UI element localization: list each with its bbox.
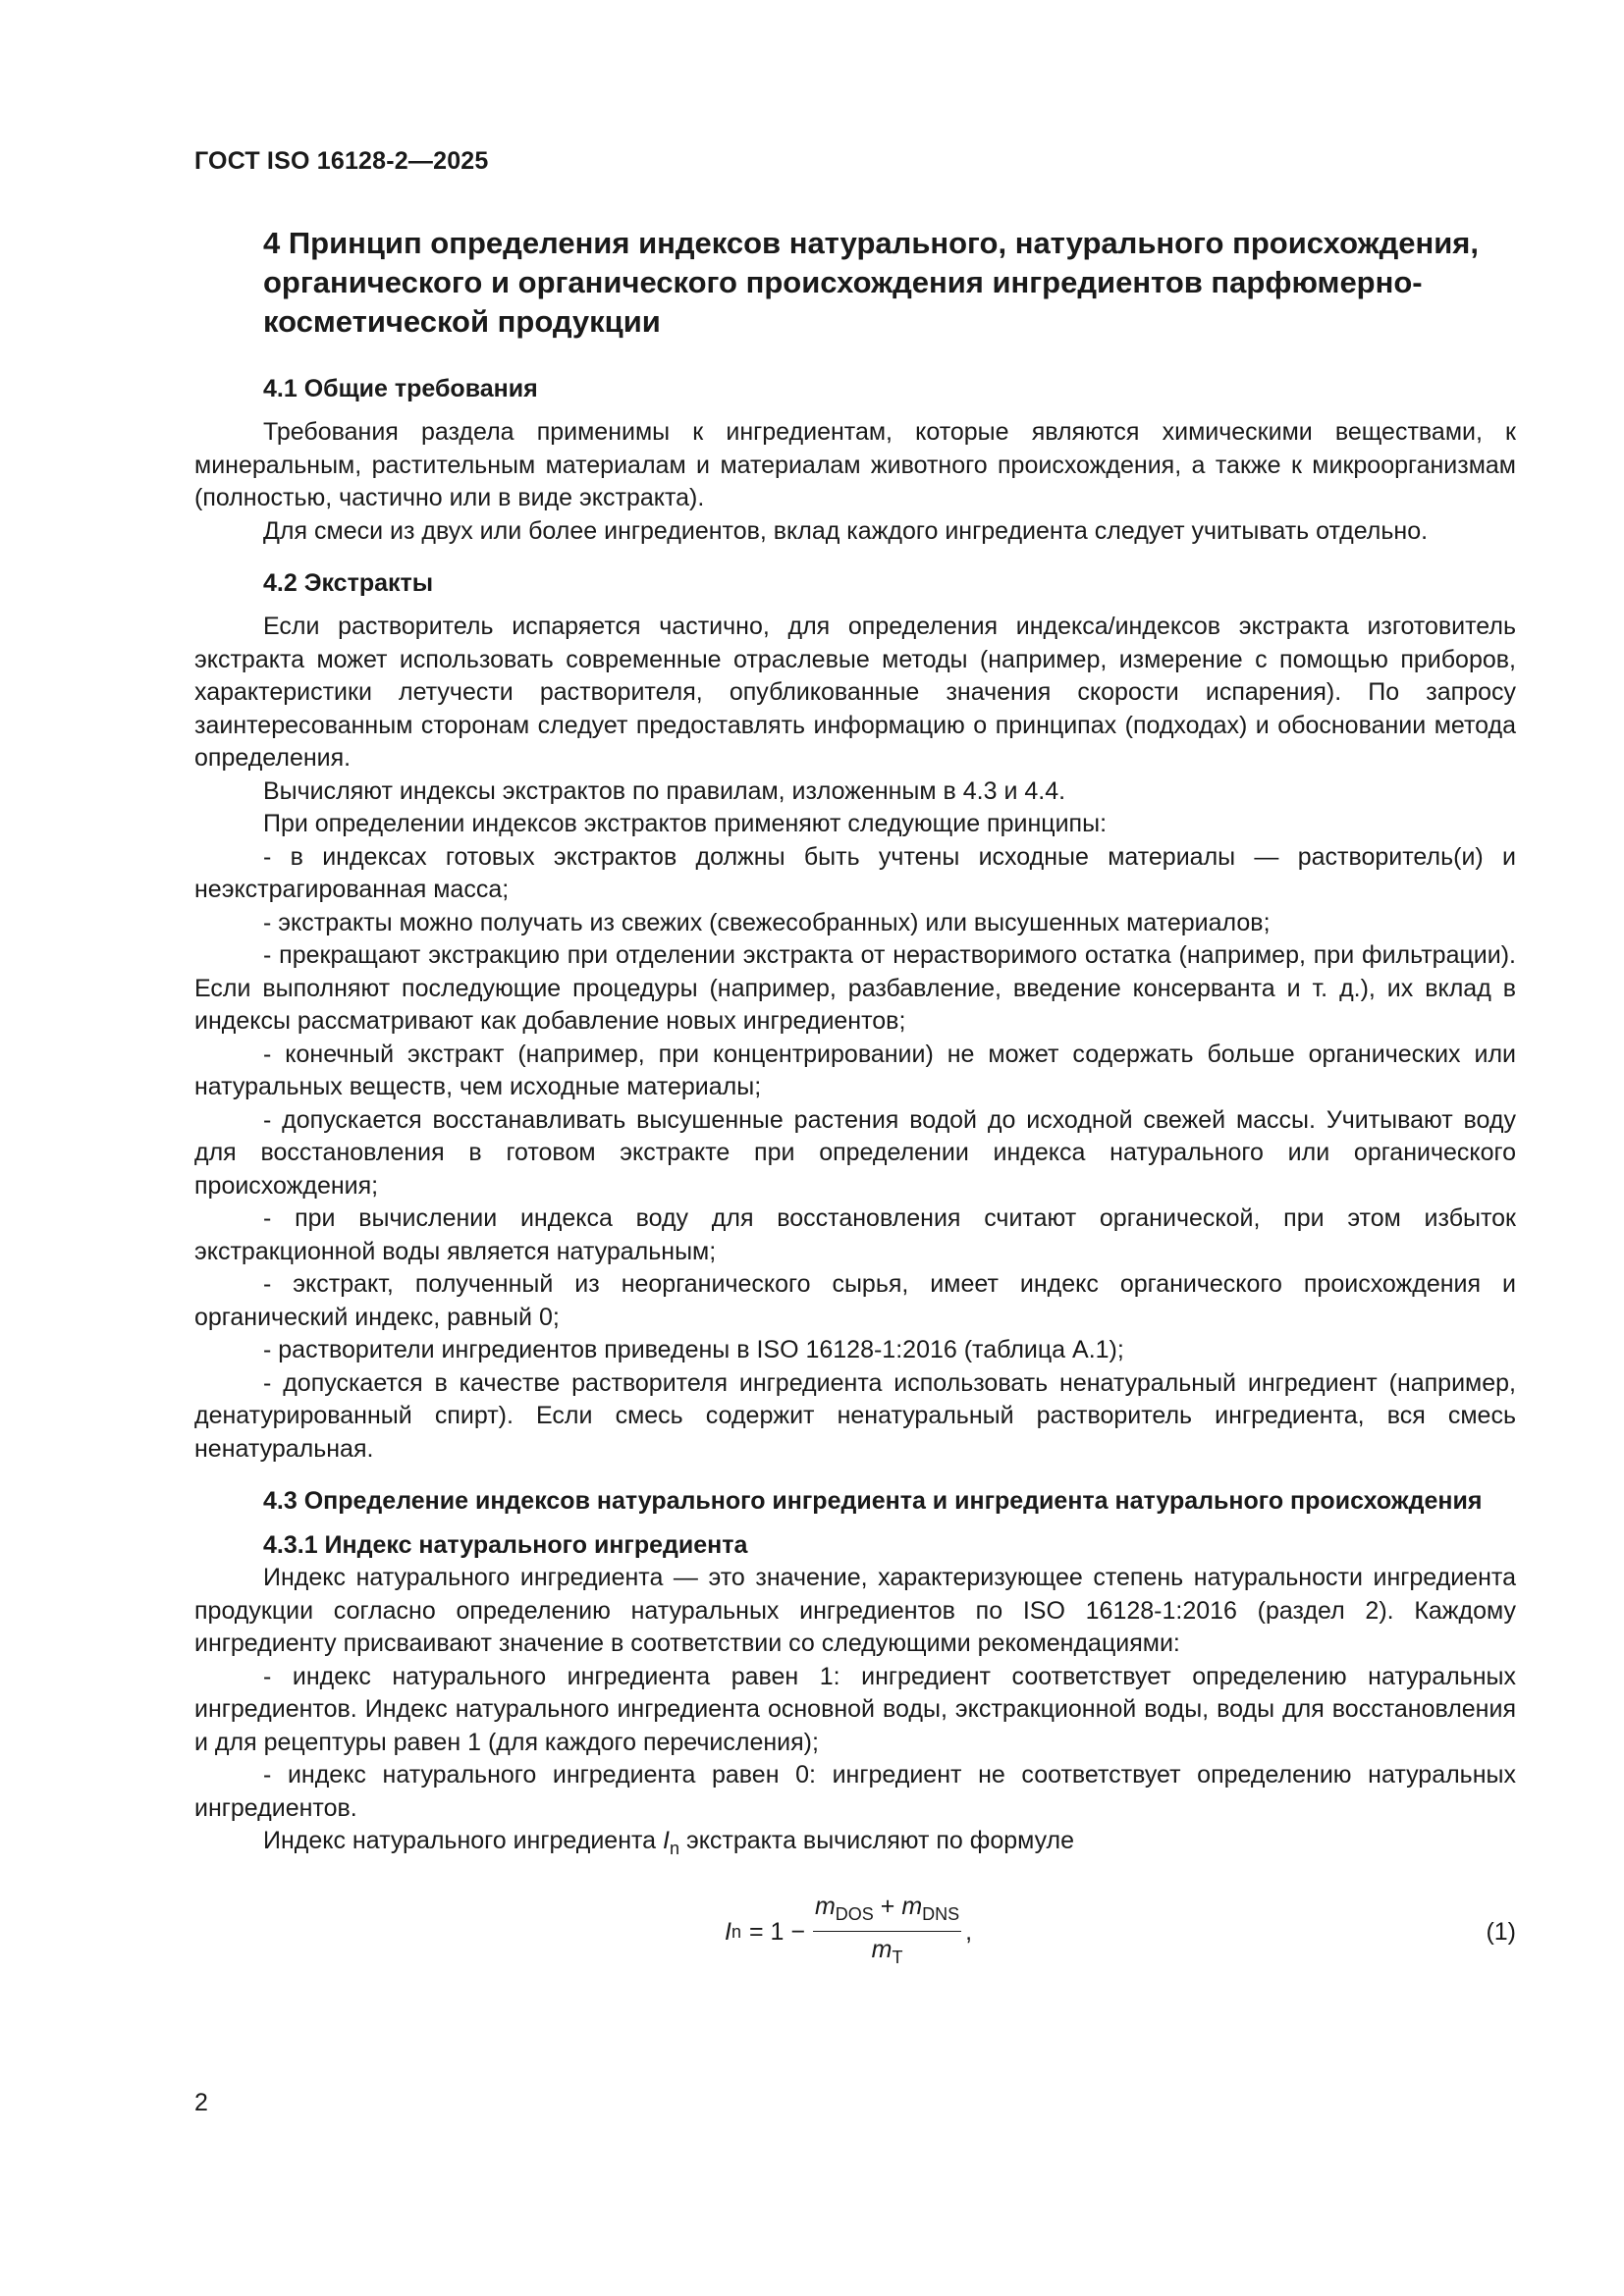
formula-intro-symbol: I <box>663 1827 670 1854</box>
paragraph: Если растворитель испаряется частично, для определения индекса/индексов экстракта изготовитель экстракта может использовать современные отраслевые методы (например, измерение с помощью приборов, характеристики летучести растворителя, опубликованные значения скорости испарения). По запросу заинтересованным сторонам следует предоставлять информацию о принципах (подходах) и обосновании метода определения. <box>194 613 1516 772</box>
formula-intro-subscript: n <box>669 1839 679 1858</box>
list-item: - экстракты можно получать из свежих (свежесобранных) или высушенных материалов; <box>263 908 1271 936</box>
section-4-title: 4 Принцип определения индексов натурального, натурального происхождения, органического и органического происхождения ингредиентов парфюмерно-косметической продукции <box>263 226 1479 339</box>
formula-num-sub1: DOS <box>835 1904 874 1924</box>
formula-denominator <box>872 1932 903 1973</box>
formula-num-sub2: DNS <box>922 1904 960 1924</box>
list-item: - экстракт, полученный из неорганического сырья, имеет индекс органического происхождения и органический индекс, равный 0; <box>194 1270 1516 1331</box>
paragraph: Вычисляют индексы экстрактов по правилам, изложенным в 4.3 и 4.4. <box>263 776 1066 805</box>
list-item: - конечный экстракт (например, при концентрировании) не может содержать больше органических или натуральных веществ, чем исходные материалы; <box>194 1040 1516 1100</box>
list-item: - индекс натурального ингредиента равен 0: ингредиент не соответствует определению натуральных ингредиентов. <box>194 1761 1516 1822</box>
formula-plus: + <box>880 1893 895 1920</box>
list-item: - допускается восстанавливать высушенные растения водой до исходной свежей массы. Учитывают воду для восстановления в готовом экстракте при определении индекса натурального или органического происхождения; <box>194 1105 1516 1200</box>
list-item: - индекс натурального ингредиента равен 1: ингредиент соответствует определению натуральных ингредиентов. Индекс натурального ингредиента основной воды, экстракционной воды, воды для восстановления и для рецептуры равен 1 (для каждого перечисления); <box>194 1662 1516 1756</box>
page-number: 2 <box>194 2089 208 2116</box>
section-4-3-title: 4.3 Определение индексов натурального ингредиента и ингредиента натурального происхождения <box>263 1487 1483 1515</box>
formula-comma: , <box>965 1917 973 1946</box>
paragraph: При определении индексов экстрактов применяют следующие принципы: <box>263 810 1108 837</box>
formula-equals-one-minus: = 1 − <box>748 1917 805 1946</box>
page-content <box>194 224 1516 1980</box>
formula-1 <box>194 1886 1516 1980</box>
list-item: - в индексах готовых экстрактов должны быть учтены исходные материалы — растворитель(и) и неэкстрагированная масса; <box>194 842 1516 903</box>
section-4-2-title: 4.2 Экстракты <box>263 569 434 597</box>
formula-lhs: I <box>725 1917 731 1946</box>
section-4-3-1-title: 4.3.1 Индекс натурального ингредиента <box>263 1531 748 1559</box>
formula-intro-after: экстракта вычисляют по формуле <box>679 1827 1075 1854</box>
section-4-1-title: 4.1 Общие требования <box>263 375 538 402</box>
list-item: - допускается в качестве растворителя ингредиента использовать ненатуральный ингредиент (например, денатурированный спирт). Если смесь содержит ненатуральный растворитель ингредиента, вся смесь ненатуральная. <box>194 1368 1516 1463</box>
formula-intro-before: Индекс натурального ингредиента <box>263 1827 664 1854</box>
paragraph: Для смеси из двух или более ингредиентов, вклад каждого ингредиента следует учитывать отдельно. <box>263 516 1429 545</box>
document-header: ГОСТ ISO 16128-2—2025 <box>194 147 489 175</box>
formula-lhs-subscript: n <box>731 1921 741 1942</box>
list-item: - прекращают экстракцию при отделении экстракта от нерастворимого остатка (например, при фильтрации). Если выполняют последующие процедуры (например, разбавление, введение консерванта и т. д.), их вклад в индексы рассматривают как добавление новых ингредиентов; <box>194 941 1516 1035</box>
formula-num-m2: m <box>901 1893 923 1920</box>
paragraph: Индекс натурального ингредиента — это значение, характеризующее степень натуральности ингредиента продукции согласно определению натуральных ингредиентов по ISO 16128-1:2016 (раздел 2). Каждому ингредиенту присваивают значение в соответствии со следующими рекомендациями: <box>194 1564 1516 1657</box>
formula-intro <box>194 1825 1516 1866</box>
formula-numerator <box>813 1892 961 1932</box>
list-item: - при вычислении индекса воду для восстановления считают органической, при этом избыток экстракционной воды является натуральным; <box>194 1204 1516 1265</box>
formula-den-m: m <box>871 1936 893 1963</box>
formula-num-m1: m <box>814 1893 836 1920</box>
formula-fraction <box>813 1892 961 1973</box>
formula-den-sub: T <box>892 1948 903 1967</box>
formula-expression <box>725 1886 972 1980</box>
list-item: - растворители ингредиентов приведены в ISO 16128-1:2016 (таблица А.1); <box>263 1336 1124 1363</box>
formula-number: (1) <box>1486 1917 1516 1946</box>
paragraph: Требования раздела применимы к ингредиентам, которые являются химическими веществами, к минеральным, растительным материалам и материалам животного происхождения, а также к микроорганизмам (полностью, частично или в виде экстракта). <box>194 418 1516 511</box>
